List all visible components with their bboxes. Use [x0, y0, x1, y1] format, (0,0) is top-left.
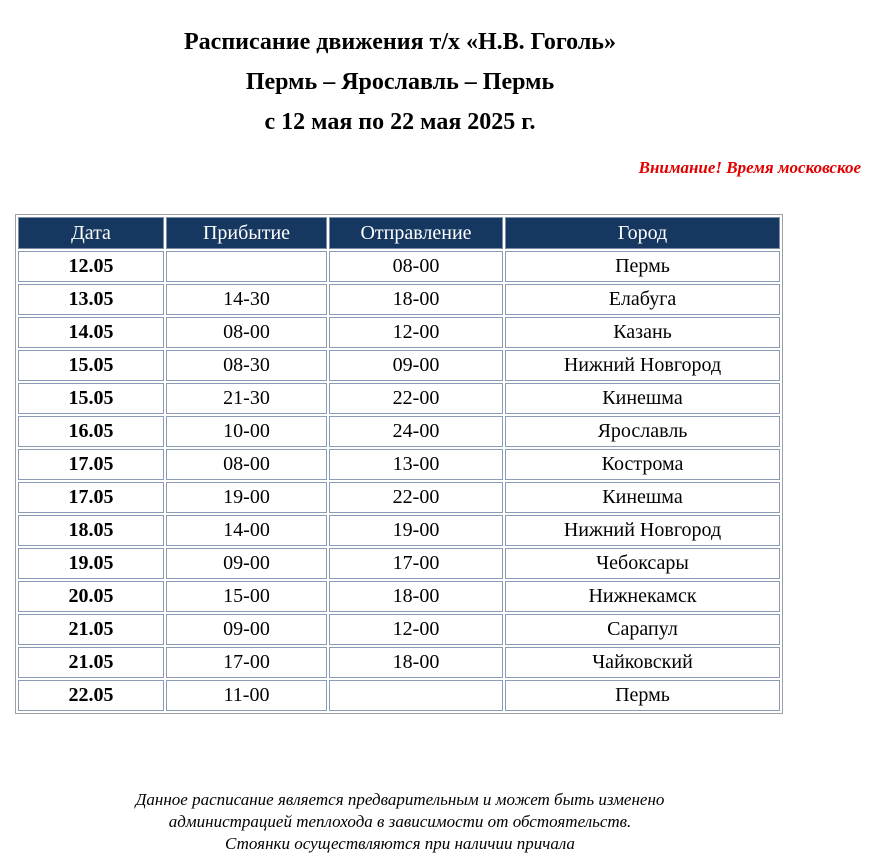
cell-departure: 22-00 [329, 383, 503, 414]
footer-line-2: администрацией теплохода в зависимости от обстоятельств. [168, 812, 632, 831]
title-ship: Расписание движения т/х «Н.В. Гоголь» [184, 29, 616, 55]
cell-date: 13.05 [18, 284, 164, 315]
title-route: Пермь – Ярославль – Пермь [245, 69, 555, 95]
cell-departure: 12-00 [329, 317, 503, 348]
cell-departure: 22-00 [329, 482, 503, 513]
cell-city: Нижний Новгород [505, 350, 780, 381]
table-row [18, 680, 780, 711]
title-dates: с 12 мая по 22 мая 2025 г. [264, 109, 536, 135]
cell-city: Нижнекамск [505, 581, 780, 612]
cell-arrival: 15-00 [166, 581, 327, 612]
cell-city: Пермь [505, 251, 780, 282]
cell-date: 15.05 [18, 383, 164, 414]
cell-departure: 12-00 [329, 614, 503, 645]
cell-city: Чайковский [505, 647, 780, 678]
cell-arrival [166, 251, 327, 282]
footer-line-3: Стоянки осуществляются при наличии причала [225, 834, 575, 853]
cell-date: 21.05 [18, 614, 164, 645]
cell-city: Чебоксары [505, 548, 780, 579]
schedule-table [15, 214, 783, 714]
table-row [18, 581, 780, 612]
table-row [18, 548, 780, 579]
cell-date: 17.05 [18, 482, 164, 513]
table-row [18, 614, 780, 645]
cell-arrival: 09-00 [166, 614, 327, 645]
cell-city: Елабуга [505, 284, 780, 315]
table-row [18, 449, 780, 480]
table-row [18, 647, 780, 678]
page-title [0, 22, 800, 142]
cell-city: Сарапул [505, 614, 780, 645]
table-row [18, 515, 780, 546]
table-row [18, 416, 780, 447]
cell-date: 21.05 [18, 647, 164, 678]
cell-departure: 13-00 [329, 449, 503, 480]
cell-departure [329, 680, 503, 711]
cell-departure: 18-00 [329, 581, 503, 612]
cell-departure: 18-00 [329, 284, 503, 315]
table-row [18, 350, 780, 381]
cell-date: 16.05 [18, 416, 164, 447]
cell-city: Кострома [505, 449, 780, 480]
cell-arrival: 08-00 [166, 449, 327, 480]
cell-arrival: 21-30 [166, 383, 327, 414]
table-row [18, 383, 780, 414]
table-header-row [18, 217, 780, 249]
cell-city: Казань [505, 317, 780, 348]
column-header-date: Дата [18, 217, 164, 249]
cell-arrival: 11-00 [166, 680, 327, 711]
column-header-city: Город [505, 217, 780, 249]
cell-arrival: 09-00 [166, 548, 327, 579]
cell-date: 19.05 [18, 548, 164, 579]
cell-date: 17.05 [18, 449, 164, 480]
cell-departure: 17-00 [329, 548, 503, 579]
cell-city: Ярославль [505, 416, 780, 447]
cell-city: Кинешма [505, 383, 780, 414]
cell-arrival: 08-30 [166, 350, 327, 381]
column-header-arrival: Прибытие [166, 217, 327, 249]
cell-departure: 09-00 [329, 350, 503, 381]
cell-date: 14.05 [18, 317, 164, 348]
footer-line-1: Данное расписание является предварительным и может быть изменено [135, 790, 665, 809]
cell-city: Нижний Новгород [505, 515, 780, 546]
cell-date: 15.05 [18, 350, 164, 381]
table-row [18, 482, 780, 513]
cell-departure: 19-00 [329, 515, 503, 546]
column-header-departure: Отправление [329, 217, 503, 249]
cell-city: Пермь [505, 680, 780, 711]
footer-note [0, 789, 800, 855]
schedule-body [18, 251, 780, 711]
cell-arrival: 14-00 [166, 515, 327, 546]
cell-departure: 24-00 [329, 416, 503, 447]
cell-arrival: 19-00 [166, 482, 327, 513]
cell-city: Кинешма [505, 482, 780, 513]
cell-arrival: 08-00 [166, 317, 327, 348]
cell-arrival: 17-00 [166, 647, 327, 678]
table-row [18, 317, 780, 348]
cell-arrival: 10-00 [166, 416, 327, 447]
cell-date: 12.05 [18, 251, 164, 282]
table-row [18, 251, 780, 282]
cell-arrival: 14-30 [166, 284, 327, 315]
cell-departure: 08-00 [329, 251, 503, 282]
cell-date: 18.05 [18, 515, 164, 546]
cell-date: 22.05 [18, 680, 164, 711]
cell-departure: 18-00 [329, 647, 503, 678]
table-row [18, 284, 780, 315]
cell-date: 20.05 [18, 581, 164, 612]
timezone-warning: Внимание! Время московское [638, 158, 861, 177]
